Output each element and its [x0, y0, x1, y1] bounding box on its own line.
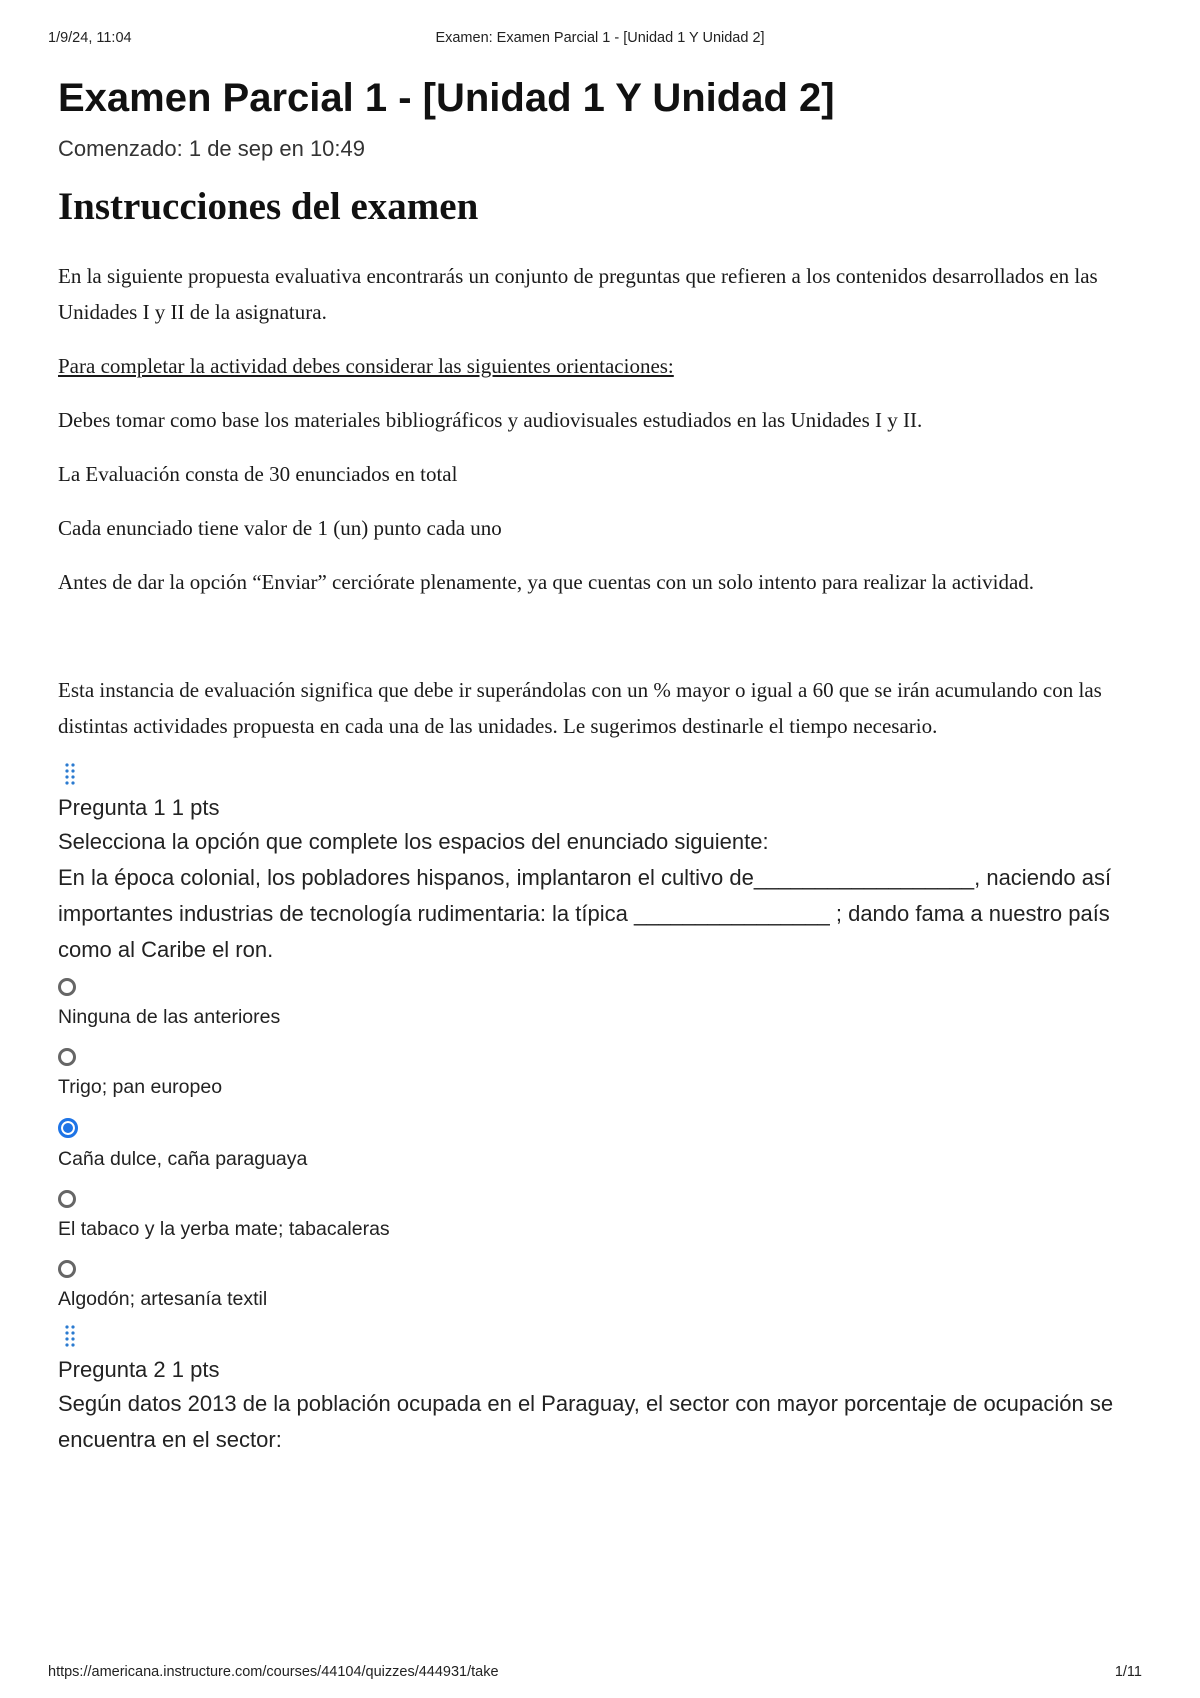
print-header	[48, 30, 1152, 50]
quiz-title: Examen Parcial 1 - [Unidad 1 Y Unidad 2]	[58, 76, 835, 120]
question-1	[58, 762, 1148, 1312]
instructions-paragraph: Esta instancia de evaluación significa que debe ir superándolas con un % mayor o igual a 60 que se irán acumulando con las distintas actividades propuesta en cada una de las unidades. Le sugerimos destinarle el tiempo necesario.	[58, 678, 1102, 738]
answer-label: Caña dulce, caña paraguaya	[58, 1148, 308, 1170]
quiz-started-time: Comenzado: 1 de sep en 10:49	[58, 136, 366, 161]
question-prompt: Según datos 2013 de la población ocupada en el Paraguay, el sector con mayor porcentaje de ocupación se encuentra en el sector:	[58, 1391, 1114, 1452]
radio-button[interactable]	[58, 1048, 76, 1066]
question-text: En la época colonial, los pobladores hispanos, implantaron el cultivo de__________________, naciendo así importantes industrias de tecnología rudimentaria: la típica ________________ ; dando fama a nuestro país como al Caribe el ron.	[58, 865, 1112, 962]
radio-button[interactable]	[58, 1190, 76, 1208]
question-2	[58, 1324, 1148, 1458]
instructions-orientation-heading: Para completar la actividad debes considerar las siguientes orientaciones:	[58, 354, 674, 378]
instructions-paragraph: En la siguiente propuesta evaluativa encontrarás un conjunto de preguntas que refieren a los contenidos desarrollados en las Unidades I y II de la asignatura.	[58, 264, 1098, 324]
answer-option[interactable]	[58, 978, 1148, 1030]
instructions-body	[58, 258, 1148, 744]
instructions-paragraph: La Evaluación consta de 30 enunciados en total	[58, 462, 458, 486]
instructions-paragraph: Debes tomar como base los materiales bibliográficos y audiovisuales estudiados en las Unidades I y II.	[58, 408, 923, 432]
radio-button-checked[interactable]	[58, 1118, 78, 1138]
instructions-paragraph: Cada enunciado tiene valor de 1 (un) punto cada uno	[58, 516, 502, 540]
print-url: https://americana.instructure.com/courses/44104/quizzes/444931/take	[48, 1664, 499, 1680]
answer-label: Ninguna de las anteriores	[58, 1006, 281, 1028]
question-prompt: Selecciona la opción que complete los espacios del enunciado siguiente:	[58, 829, 769, 854]
instructions-spacer	[58, 618, 1148, 672]
quiz-content	[58, 72, 1148, 1458]
print-document-title: Examen: Examen Parcial 1 - [Unidad 1 Y Unidad 2]	[435, 30, 765, 46]
radio-button[interactable]	[58, 978, 76, 996]
answer-option-selected[interactable]	[58, 1118, 1148, 1172]
answer-option[interactable]	[58, 1190, 1148, 1242]
drag-handle-icon[interactable]	[64, 762, 84, 786]
answer-label: El tabaco y la yerba mate; tabacaleras	[58, 1218, 390, 1240]
answer-label: Trigo; pan europeo	[58, 1076, 223, 1098]
answer-option[interactable]	[58, 1048, 1148, 1100]
answer-label: Algodón; artesanía textil	[58, 1288, 268, 1310]
drag-handle-icon[interactable]	[64, 1324, 84, 1348]
question-header: Pregunta 2 1 pts	[58, 1357, 220, 1382]
instructions-heading: Instrucciones del examen	[58, 185, 479, 228]
question-header: Pregunta 1 1 pts	[58, 795, 220, 820]
instructions-paragraph: Antes de dar la opción “Enviar” cerciórate plenamente, ya que cuentas con un solo intento para realizar la actividad.	[58, 570, 1035, 594]
answer-list	[58, 978, 1148, 1312]
print-page-number: 1/11	[1114, 1664, 1142, 1680]
answer-option[interactable]	[58, 1260, 1148, 1312]
radio-button[interactable]	[58, 1260, 76, 1278]
print-date: 1/9/24, 11:04	[48, 30, 132, 46]
